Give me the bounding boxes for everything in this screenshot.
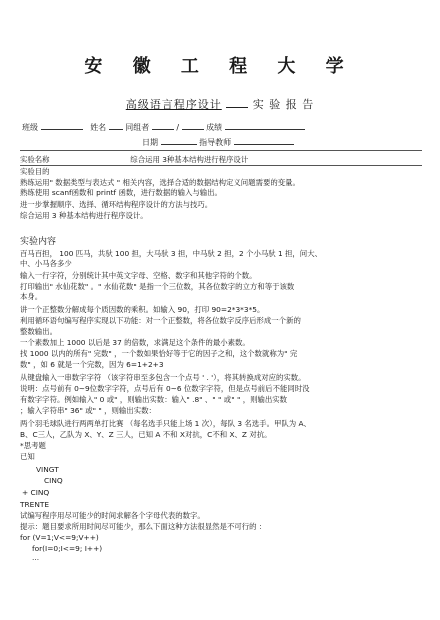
code-line: ...	[32, 553, 40, 562]
content-line: 已知	[20, 452, 35, 461]
form-row-1	[22, 121, 305, 133]
puzzle-line: + CINQ	[22, 488, 50, 497]
content-line: 中、小马各多少	[20, 259, 72, 268]
partner-field-2[interactable]	[182, 121, 204, 130]
tail-line: TRENTE	[20, 500, 50, 509]
report-course: 高级语言程序设计	[125, 98, 222, 111]
purpose-line: 熟练运用" 数据类型与表达式 " 相关内容，选择合适的数据结构定义问题需要的变量。	[20, 178, 300, 187]
partner-label: 同组者	[125, 123, 150, 132]
content-line: 利用循环语句编写程序实现以下功能：对一个正整数，将各位数字反序后形成一个新的	[20, 316, 301, 325]
teacher-field[interactable]	[234, 136, 294, 145]
code-line: for(I=0;I<=9; I++)	[32, 544, 103, 553]
content-line: 百马百担， 100 匹马，共驮 100 担，大马驮 3 担，中马驮 2 担，2 个小马驮 1 担，问大、	[20, 249, 322, 258]
class-label: 班级	[22, 123, 38, 132]
purpose-line: 综合运用 3 种基本结构进行程序设计。	[20, 211, 148, 220]
report-title	[0, 96, 440, 112]
name-field[interactable]	[109, 121, 123, 130]
content-label: 实验内容	[20, 237, 57, 247]
content-line: 一个素数加上 1000 以后是 37 的倍数，求满足这个条件的最小素数。	[20, 338, 250, 347]
purpose-line: 进一步掌握顺序、选择、循环结构程序设计的方法与技巧。	[20, 200, 213, 209]
experiment-name-label: 实验名称	[20, 155, 50, 164]
purpose-line: 熟练使用 scanf函数和 printf 函数，进行数据的输入与输出。	[20, 188, 222, 197]
puzzle-line: VINGT	[36, 465, 59, 474]
report-suffix: 实 验 报 告	[252, 98, 315, 111]
experiment-name-value: 综合运用 3种基本结构进行程序设计	[130, 155, 249, 164]
experiment-name-row	[20, 155, 248, 165]
tail-line: 提示：题目要求所用时间尽可能少，那么下面这种方法很显然是不可行的 ：	[20, 522, 267, 531]
content-line: 输入一行字符，分别统计其中英文字母、空格、数字和其他字符的个数。	[20, 271, 257, 280]
name-label: 姓名	[90, 123, 107, 132]
content-line: *思考题	[20, 441, 46, 450]
partner-field[interactable]	[152, 121, 174, 130]
content-line: 找 1000 以内的所有" 完数" ，一个数如果恰好等于它的因子之和，这个数就称为" 完	[20, 349, 298, 358]
content-line: 有数字字符。例如输入" 0 或" ，则输出实数：输入" .8" 、" " 或" " ，则输出实数	[20, 395, 288, 404]
code-line: for (V=1;V<=9;V++)	[20, 533, 99, 542]
content-line: 两个羽毛球队进行两两单打比赛 （每名选手只能上场 1 次），每队 3 名选手。甲队为 A、	[20, 419, 311, 428]
content-line: 整数输出。	[20, 327, 57, 336]
date-field[interactable]	[161, 136, 197, 145]
grade-label: 成绩	[206, 123, 223, 132]
content-line: 数" ，如 6 就是一个完数，因为 6=1+2+3	[20, 360, 164, 369]
date-label: 日期	[142, 138, 158, 147]
form-row-2	[142, 136, 294, 148]
content-line: 打印输出" 水仙花数" 。" 水仙花数" 是指一个三位数，其各位数字的立方和等于该数	[20, 282, 295, 291]
divider-top	[20, 150, 422, 151]
purpose-label: 实验目的	[20, 167, 50, 176]
date-separator: /	[176, 123, 180, 132]
teacher-label: 指导教师	[199, 138, 232, 147]
class-field[interactable]	[41, 121, 83, 130]
content-line: 本身。	[20, 292, 43, 301]
divider-name	[20, 165, 422, 166]
university-title: 安 徽 工 程 大 学	[84, 56, 356, 77]
content-line: 说明：点号前有 0~9位数字字符，点号后有 0~6 位数字字符，但是点号前后不能同时没	[20, 384, 310, 393]
grade-field[interactable]	[225, 121, 305, 130]
tail-line: 试编写程序用尽可能少的时间求解各个字母代表的数字。	[20, 511, 205, 520]
content-line: 从键盘输入一串数字字符 （该字符串至多包含一个点号 ' . '），将其转换成对应的实数。	[20, 373, 306, 382]
content-line: B、C三人，乙队为 X、Y、Z 三人，已知 A 不和 X对抗，C不和 X、Z 对抗。	[20, 430, 272, 439]
puzzle-line: CINQ	[44, 476, 63, 485]
content-line: 讲一个正整数分解成每个质因数的乘积。如输入 90，打印 90=2*3*3*5。	[20, 305, 265, 314]
content-line: ；输入字符串" 36" 或" " ，则输出实数：	[20, 406, 156, 415]
